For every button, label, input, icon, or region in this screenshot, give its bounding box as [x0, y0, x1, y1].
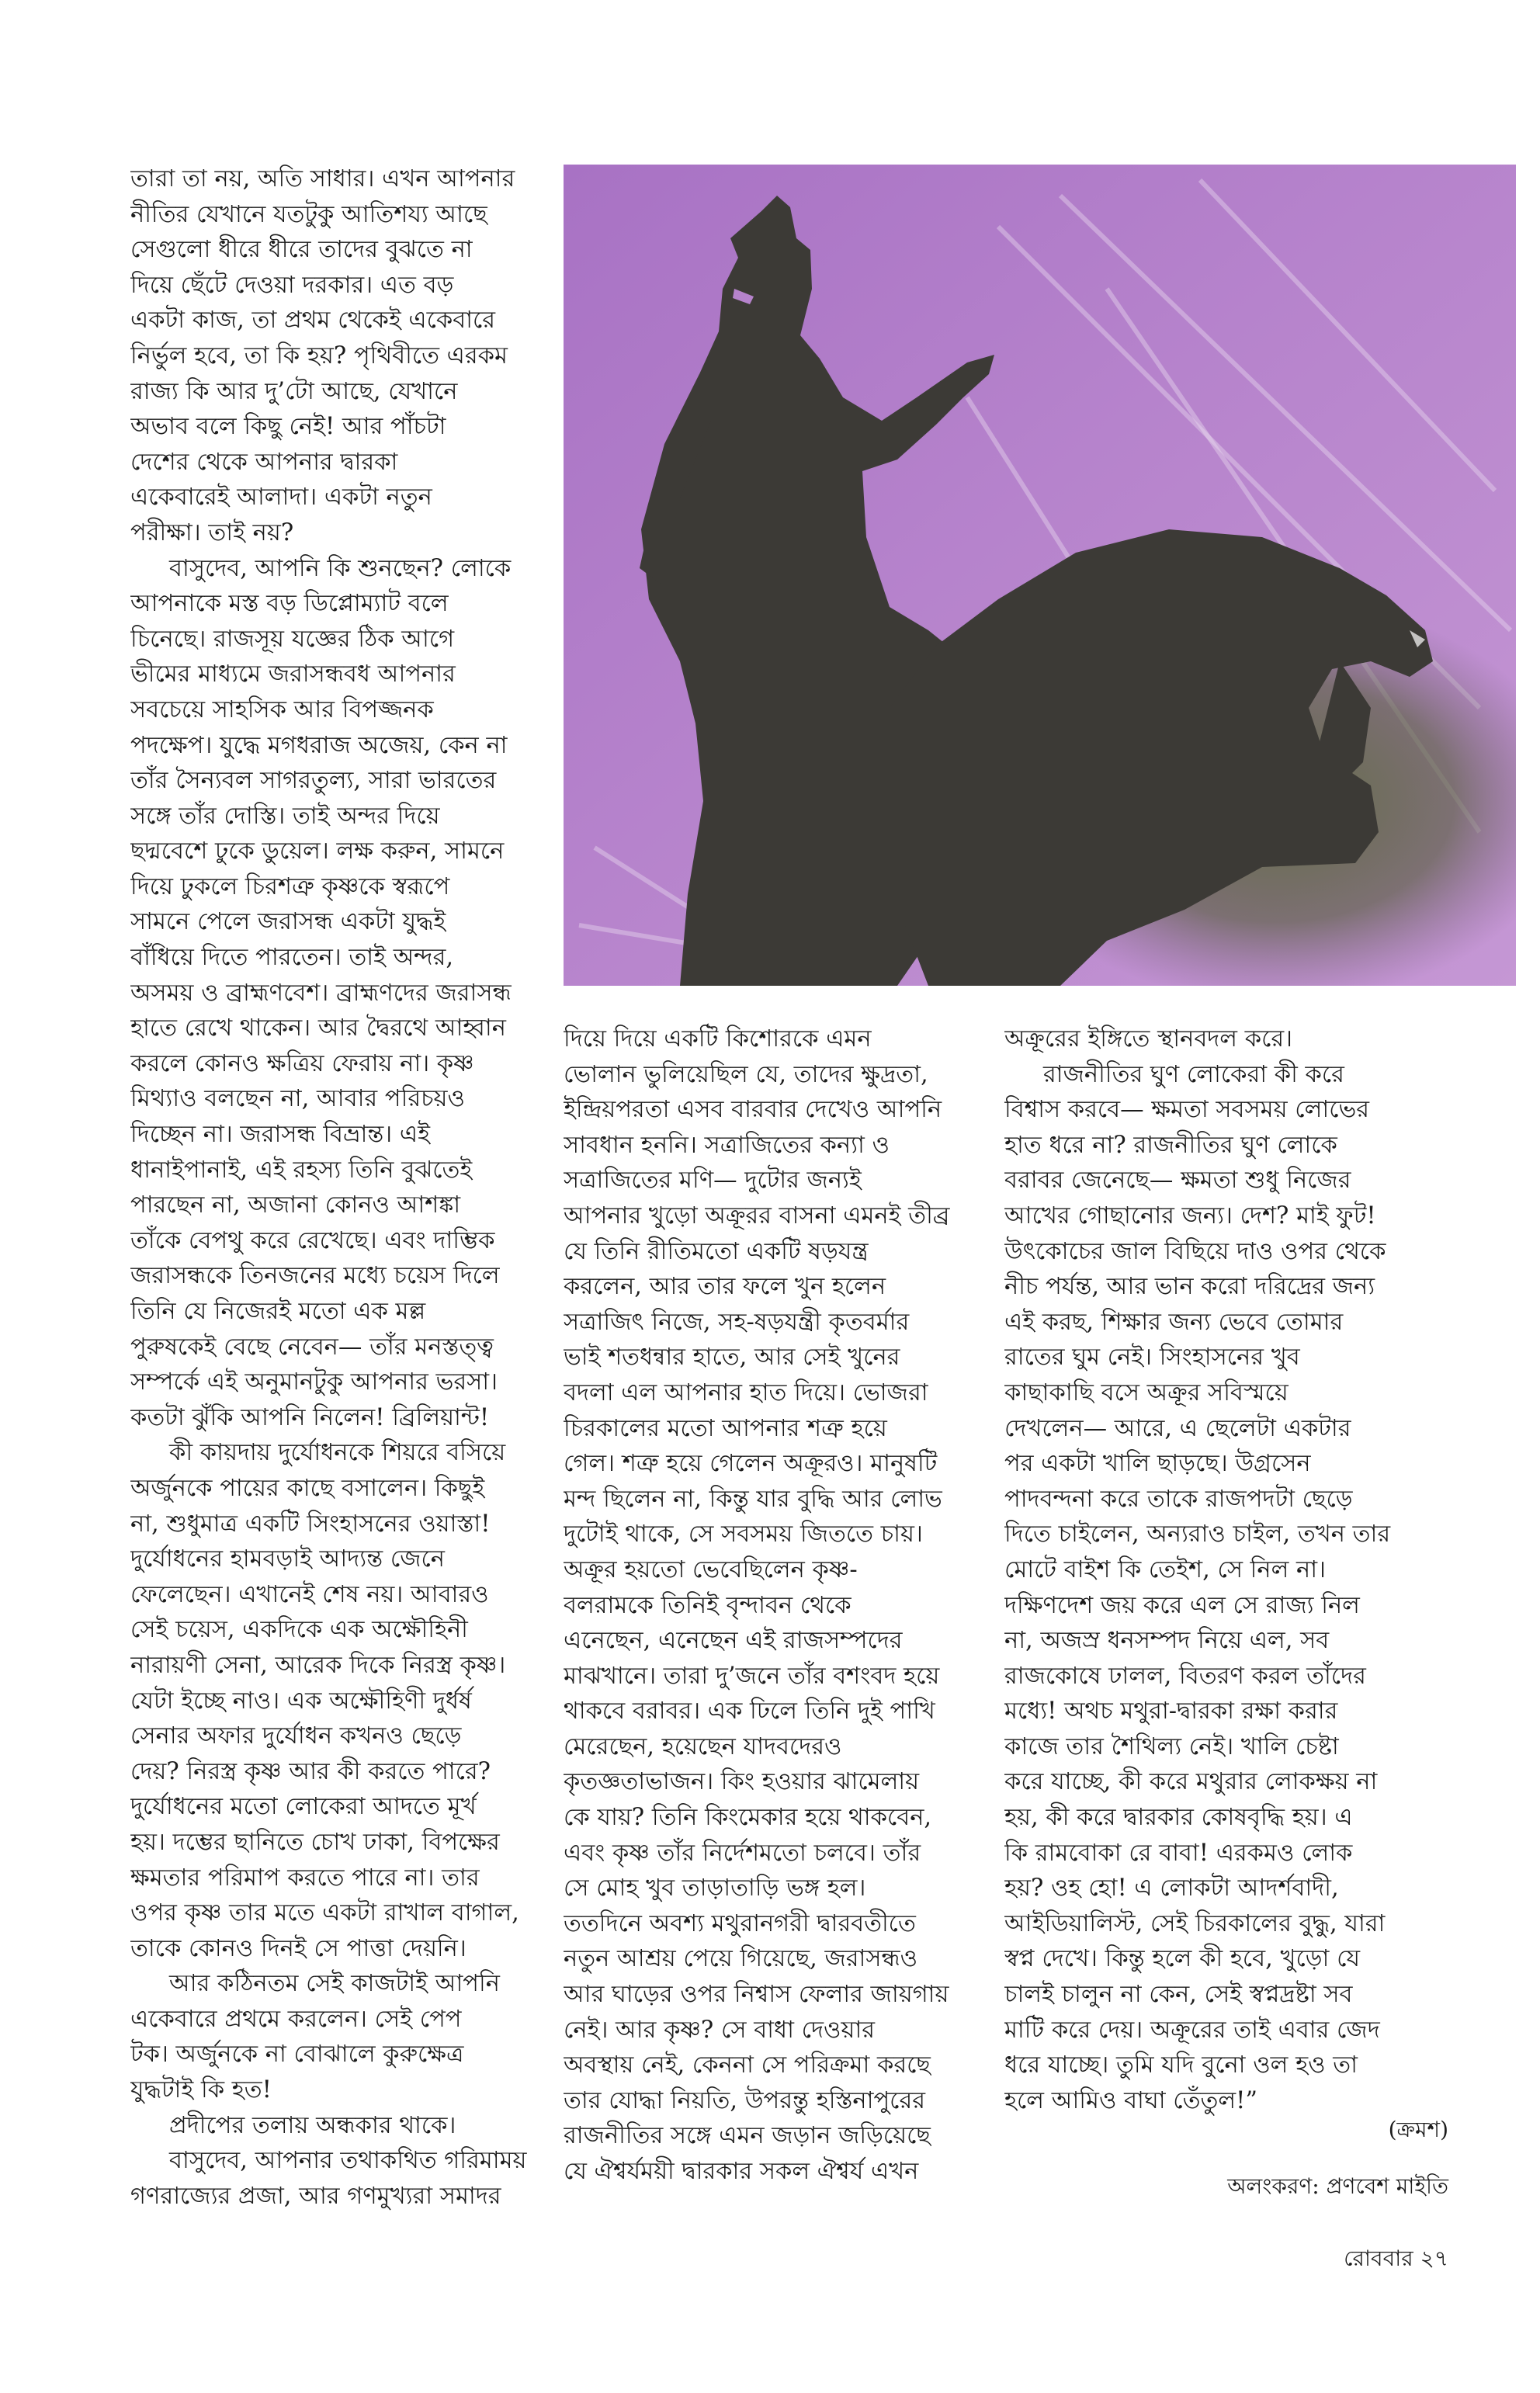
text-line: একটা কাজ, তা প্রথম থেকেই একেবারে — [130, 307, 496, 335]
text-line: তারা তা নয়, অতি সাধার। এখন আপনার — [130, 165, 515, 192]
text-line: হয়, কী করে দ্বারকার কোষবৃদ্ধি হয়। এ — [1004, 1804, 1353, 1832]
text-line: কি রামবোকা রে বাবা! এরকমও লোক — [1004, 1839, 1353, 1867]
text-line: এবং কৃষ্ণ তাঁর নির্দেশমতো চলবে। তাঁর — [564, 1839, 921, 1867]
text-line: সামনে পেলে জরাসন্ধ একটা যুদ্ধই — [130, 908, 446, 936]
text-line: থাকবে বরাবর। এক ঢিলে তিনি দুই পাখি — [564, 1698, 935, 1725]
text-line: নেই। আর কৃষ্ণ? সে বাধা দেওয়ার — [564, 2016, 876, 2044]
text-line: যুদ্ধটাই কি হত! — [130, 2076, 272, 2104]
text-line: টক। অর্জুনকে না বোঝালে কুরুক্ষেত্র — [130, 2041, 464, 2069]
text-line: সম্পর্কে এই অনুমানটুকু আপনার ভরসা। — [130, 1368, 498, 1396]
text-line: ততদিনে অবশ্য মথুরানগরী দ্বারবতীতে — [564, 1909, 916, 1937]
text-line: পদক্ষেপ। যুদ্ধে মগধরাজ অজেয়, কেন না — [130, 731, 508, 759]
text-line: ভীমের মাধ্যমে জরাসন্ধবধ আপনার — [130, 661, 456, 688]
text-line: দিচ্ছেন না। জরাসন্ধ বিভ্রান্ত। এই — [130, 1121, 430, 1149]
text-line: কে যায়? তিনি কিংমেকার হয়ে থাকবেন, — [564, 1804, 932, 1832]
text-line: দিতে চাইলেন, অন্যরাও চাইল, তখন তার — [1004, 1521, 1391, 1549]
text-line: মাটি করে দেয়। অক্রূরের তাই এবার জেদ — [1004, 2016, 1380, 2044]
text-line: চিনেছে। রাজসূয় যজ্ঞের ঠিক আগে — [130, 625, 455, 653]
text-line: তাঁকে বেপথু করে রেখেছে। এবং দাম্ভিক — [130, 1226, 495, 1254]
text-line: দিয়ে দিয়ে একটি কিশোরকে এমন — [564, 1025, 872, 1053]
text-line: দিয়ে ঢুকলে চিরশত্রু কৃষ্ণকে স্বরূপে — [130, 872, 450, 900]
text-line: এনেছেন, এনেছেন এই রাজসম্পদের — [564, 1627, 903, 1655]
text-line: দেয়? নিরস্ত্র কৃষ্ণ আর কী করতে পারে? — [130, 1757, 491, 1785]
text-line: তাকে কোনও দিনই সে পাত্তা দেয়নি। — [130, 1934, 467, 1962]
text-line: সেগুলো ধীরে ধীরে তাদের বুঝতে না — [130, 236, 473, 264]
text-line: নতুন আশ্রয় পেয়ে গিয়েছে, জরাসন্ধও — [564, 1945, 918, 1973]
text-line: কাছাকাছি বসে অক্রূর সবিস্ময়ে — [1004, 1379, 1289, 1406]
text-line: যেটা ইচ্ছে নাও। এক অক্ষৌহিণী দুর্ধর্ষ — [130, 1687, 472, 1715]
text-line: অসময় ও ব্রাহ্মণবেশ। ব্রাহ্মণদের জরাসন্ধ — [130, 979, 512, 1007]
text-line: দক্ষিণদেশ জয় করে এল সে রাজ্য নিল — [1004, 1591, 1360, 1619]
text-line: সেনার অফার দুর্যোধন কখনও ছেড়ে — [130, 1722, 462, 1750]
text-line: বাসুদেব, আপনি কি শুনছেন? লোকে — [169, 554, 512, 582]
text-line: করলে কোনও ক্ষত্রিয় ফেরায় না। কৃষ্ণ — [130, 1049, 474, 1077]
text-line: একেবারেই আলাদা। একটা নতুন — [130, 484, 432, 512]
text-line: ভাই শতধন্বার হাতে, আর সেই খুনের — [564, 1344, 900, 1372]
text-line: দেশের থেকে আপনার দ্বারকা — [130, 448, 398, 476]
text-line: রাজ্য কি আর দু’টো আছে, যেখানে — [130, 377, 458, 405]
text-line: সবচেয়ে সাহসিক আর বিপজ্জনক — [130, 695, 434, 723]
text-line: পুরুষকেই বেছে নেবেন— তাঁর মনস্তত্ত্ব — [130, 1333, 494, 1361]
text-line: আপনার খুড়ো অক্রূরর বাসনা এমনই তীব্র — [564, 1202, 950, 1229]
text-line: ইন্দ্রিয়পরতা এসব বারবার দেখেও আপনি — [564, 1096, 942, 1124]
text-line: হয়? ওহ হো! এ লোকটা আদর্শবাদী, — [1004, 1875, 1339, 1902]
text-line: পরীক্ষা। তাই নয়? — [130, 518, 294, 546]
to-be-continued-note: (ক্রমশ) — [1388, 2117, 1448, 2142]
paper-cut-silhouette-art — [564, 165, 1516, 986]
text-line: ধানাইপানাই, এই রহস্য তিনি বুঝতেই — [130, 1156, 473, 1184]
text-line: বাসুদেব, আপনার তথাকথিত গরিমাময় — [169, 2147, 527, 2175]
text-line: অক্রূর হয়তো ভেবেছিলেন কৃষ্ণ- — [564, 1555, 858, 1583]
text-line: মন্দ ছিলেন না, কিন্তু যার বুদ্ধি আর লোভ — [564, 1485, 942, 1513]
text-line: যে তিনি রীতিমতো একটি ষড়যন্ত্র — [564, 1237, 869, 1265]
text-line: সেই চয়েস, একদিকে এক অক্ষৌহিনী — [130, 1616, 468, 1644]
text-line: এই করছ, শিক্ষার জন্য ভেবে তোমার — [1004, 1308, 1344, 1336]
text-line: দুর্যোধনের মতো লোকেরা আদতে মূর্খ — [130, 1793, 477, 1821]
text-line: কাজে তার শৈথিল্য নেই। খালি চেষ্টা — [1004, 1732, 1339, 1760]
text-line: গেল। শত্রু হয়ে গেলেন অক্রূরও। মানুষটি — [564, 1450, 938, 1478]
text-line: ধরে যাচ্ছে। তুমি যদি বুনো ওল হও তা — [1004, 2051, 1358, 2079]
text-line: করে যাচ্ছে, কী করে মথুরার লোকক্ষয় না — [1004, 1768, 1378, 1796]
text-line: মধ্যে! অথচ মথুরা-দ্বারকা রক্ষা করার — [1004, 1698, 1338, 1725]
text-line: সাবধান হননি। সত্রাজিতের কন্যা ও — [564, 1131, 890, 1159]
text-line: ওপর কৃষ্ণ তার মতে একটা রাখাল বাগাল, — [130, 1899, 519, 1927]
text-line: ভোলান ভুলিয়েছিল যে, তাদের ক্ষুদ্রতা, — [564, 1060, 928, 1088]
text-line: জরাসন্ধকে তিনজনের মধ্যে চয়েস দিলে — [130, 1262, 500, 1290]
text-line: বিশ্বাস করবে— ক্ষমতা সবসময় লোভের — [1004, 1096, 1369, 1124]
text-line: মেরেছেন, হয়েছেন যাদবদেরও — [564, 1732, 842, 1760]
text-line: আর কঠিনতম সেই কাজটাই আপনি — [169, 1970, 500, 1998]
text-line: নীতির যেখানে যতটুকু আতিশয্য আছে — [130, 200, 487, 228]
text-line: অর্জুনকে পায়ের কাছে বসালেন। কিছুই — [130, 1474, 485, 1502]
text-line: স্বপ্ন দেখে। কিন্তু হলে কী হবে, খুড়ো যে — [1004, 1945, 1361, 1973]
article-column-right — [1004, 1021, 1428, 2118]
text-line: বাঁধিয়ে দিতে পারতেন। তাই অন্দর, — [130, 944, 454, 972]
text-line: করলেন, আর তার ফলে খুন হলেন — [564, 1273, 886, 1301]
illustration — [564, 165, 1516, 986]
text-line: গণরাজ্যের প্রজা, আর গণমুখ্যরা সমাদর — [130, 2182, 501, 2210]
text-line: আর ঘাড়ের ওপর নিশ্বাস ফেলার জায়গায় — [564, 1981, 949, 2009]
text-line: তার যোদ্ধা নিয়তি, উপরন্তু হস্তিনাপুরের — [564, 2086, 925, 2114]
text-line: রাজকোষে ঢালল, বিতরণ করল তাঁদের — [1004, 1662, 1366, 1690]
text-line: উৎকোচের জাল বিছিয়ে দাও ওপর থেকে — [1004, 1237, 1386, 1265]
text-line: অভাব বলে কিছু নেই! আর পাঁচটা — [130, 413, 446, 441]
text-line: হাতে রেখে থাকেন। আর দ্বৈরথে আহ্বান — [130, 1014, 506, 1042]
text-line: তিনি যে নিজেরই মতো এক মল্ল — [130, 1298, 426, 1325]
text-line: না, অজস্র ধনসম্পদ নিয়ে এল, সব — [1004, 1627, 1330, 1655]
text-line: রাতের ঘুম নেই। সিংহাসনের খুব — [1004, 1344, 1300, 1372]
text-line: প্রদীপের তলায় অন্ধকার থাকে। — [169, 2111, 456, 2139]
text-line: বরাবর জেনেছে— ক্ষমতা শুধু নিজের — [1004, 1167, 1351, 1195]
text-line: হলে আমিও বাঘা তেঁতুল!” — [1004, 2086, 1258, 2114]
article-column-middle — [564, 1021, 998, 2190]
text-line: কী কায়দায় দুর্যোধনকে শিয়রে বসিয়ে — [169, 1439, 506, 1467]
text-line: নির্ভুল হবে, তা কি হয়? পৃথিবীতে এরকম — [130, 342, 508, 369]
text-line: কৃতজ্ঞতাভাজন। কিং হওয়ার ঝামেলায় — [564, 1768, 920, 1796]
text-line: ক্ষমতার পরিমাপ করতে পারে না। তার — [130, 1864, 480, 1892]
text-line: সঙ্গে তাঁর দোস্তি। তাই অন্দর দিয়ে — [130, 802, 440, 830]
text-line: দেখলেন— আরে, এ ছেলেটা একটার — [1004, 1414, 1351, 1442]
text-line: রাজনীতির সঙ্গে এমন জড়ান জড়িয়েছে — [564, 2122, 931, 2150]
text-line: দুটোই থাকে, সে সবসময় জিততে চায়। — [564, 1521, 923, 1549]
text-line: নারায়ণী সেনা, আরেক দিকে নিরস্ত্র কৃষ্ণ। — [130, 1651, 506, 1679]
text-line: হয়। দম্ভের ছানিতে চোখ ঢাকা, বিপক্ষের — [130, 1828, 500, 1856]
text-line: ফেলেছেন। এখানেই শেষ নয়। আবারও — [130, 1580, 489, 1608]
text-line: রাজনীতির ঘুণ লোকেরা কী করে — [1043, 1060, 1344, 1088]
text-line: মিথ্যাও বলছেন না, আবার পরিচয়ও — [130, 1085, 465, 1113]
text-line: আইডিয়ালিস্ট, সেই চিরকালের বুদ্ধু, যারা — [1004, 1909, 1386, 1937]
text-line: হাত ধরে না? রাজনীতির ঘুণ লোকে — [1004, 1131, 1337, 1159]
text-line: চিরকালের মতো আপনার শত্রু হয়ে — [564, 1414, 887, 1442]
text-line: বলরামকে তিনিই বৃন্দাবন থেকে — [564, 1591, 852, 1619]
text-line: আপনাকে মস্ত বড় ডিপ্লোম্যাট বলে — [130, 590, 449, 618]
text-line: কতটা ঝুঁকি আপনি নিলেন! ব্রিলিয়ান্ট! — [130, 1403, 490, 1431]
text-line: পর একটা খালি ছাড়ছে। উগ্রসেন — [1004, 1450, 1311, 1478]
text-line: বদলা এল আপনার হাত দিয়ে। ভোজরা — [564, 1379, 928, 1406]
text-line: একেবারে প্রথমে করলেন। সেই পেপ — [130, 2005, 462, 2033]
text-line: দিয়ে ছেঁটে দেওয়া দরকার। এত বড় — [130, 271, 454, 299]
illustration-credit: অলংকরণ: প্রণবেশ মাইতি — [1227, 2173, 1448, 2199]
text-line: ছদ্মবেশে ঢুকে ডুয়েল। লক্ষ করুন, সামনে — [130, 838, 505, 865]
text-line: সত্রাজিতের মণি— দুটোর জন্যই — [564, 1167, 862, 1195]
text-line: অবস্থায় নেই, কেননা সে পরিক্রমা করছে — [564, 2051, 931, 2079]
text-line: যে ঐশ্বর্যময়ী দ্বারকার সকল ঐশ্বর্য এখন — [564, 2158, 919, 2185]
text-line: মাঝখানে। তারা দু’জনে তাঁর বশংবদ হয়ে — [564, 1662, 940, 1690]
text-line: সে মোহ খুব তাড়াতাড়ি ভঙ্গ হল। — [564, 1875, 866, 1902]
text-line: পাদবন্দনা করে তাকে রাজপদটা ছেড়ে — [1004, 1485, 1353, 1513]
text-line: তাঁর সৈন্যবল সাগরতুল্য, সারা ভারতের — [130, 767, 497, 795]
text-line: দুর্যোধনের হামবড়াই আদ্যন্ত জেনে — [130, 1545, 445, 1573]
text-line: অক্রূরের ইঙ্গিতে স্থানবদল করে। — [1004, 1025, 1293, 1053]
text-line: মোটে বাইশ কি তেইশ, সে নিল না। — [1004, 1555, 1326, 1583]
text-line: পারছেন না, অজানা কোনও আশঙ্কা — [130, 1191, 461, 1219]
text-line: না, শুধুমাত্র একটি সিংহাসনের ওয়াস্তা! — [130, 1510, 491, 1538]
article-column-left — [130, 161, 551, 2214]
text-line: সত্রাজিৎ নিজে, সহ-ষড়যন্ত্রী কৃতবর্মার — [564, 1308, 910, 1336]
text-line: আখের গোছানোর জন্য। দেশ? মাই ফুট! — [1004, 1202, 1376, 1229]
text-line: চালই চালুন না কেন, সেই স্বপ্নদ্রষ্টা সব — [1004, 1981, 1353, 2009]
page-footer: রোববার ২৭ — [1344, 2246, 1448, 2271]
text-line: নীচ পর্যন্ত, আর ভান করো দরিদ্রের জন্য — [1004, 1273, 1375, 1301]
